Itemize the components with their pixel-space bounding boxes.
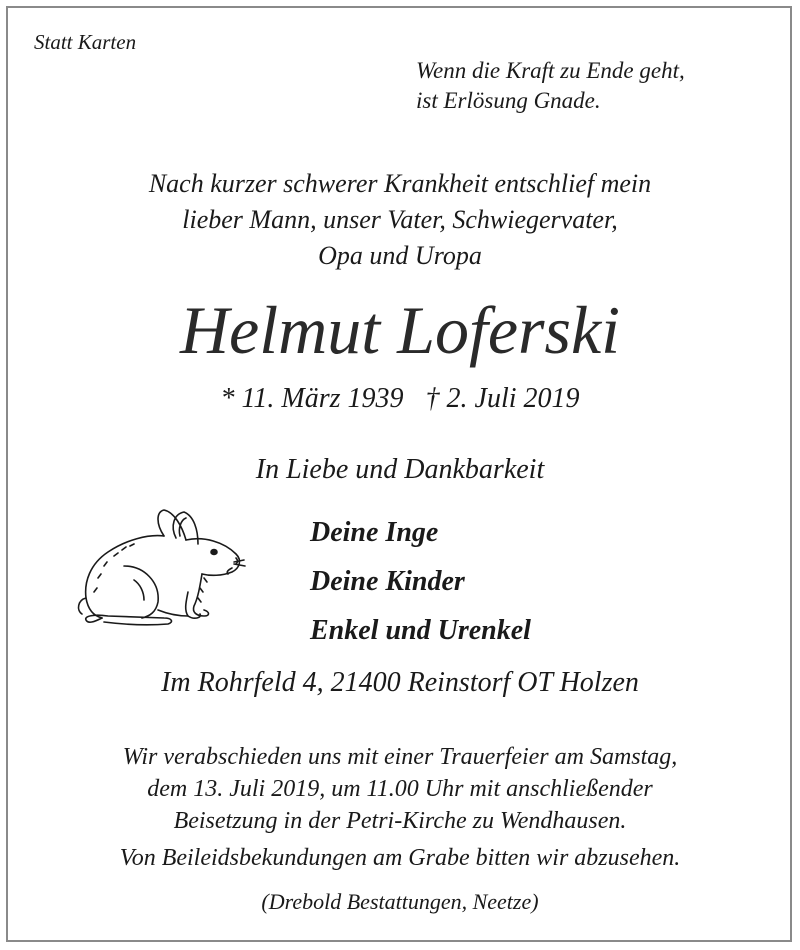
ceremony-line: Beisetzung in der Petri-Kirche zu Wendhausen. xyxy=(173,808,627,834)
birth-date: * 11. März 1939 xyxy=(220,383,404,414)
undertaker: (Drebold Bestattungen, Neetze) xyxy=(261,889,539,914)
condolence-note: Von Beileidsbekundungen am Grabe bitten wir abzusehen. xyxy=(119,845,681,871)
life-dates xyxy=(0,381,800,417)
motto-line: Wenn die Kraft zu Ende geht, xyxy=(416,58,685,83)
death-date: † 2. Juli 2019 xyxy=(425,383,580,414)
intro-line: Opa und Uropa xyxy=(318,241,482,270)
ceremony-line: Wir verabschieden uns mit einer Trauerfeier am Samstag, xyxy=(122,744,678,770)
motto-line: ist Erlösung Gnade. xyxy=(416,88,601,113)
motto xyxy=(416,56,685,116)
statt-karten: Statt Karten xyxy=(34,30,137,54)
intro-line: Nach kurzer schwerer Krankheit entschlief mein xyxy=(148,169,652,198)
family-member: Enkel und Urenkel xyxy=(310,615,531,646)
family-member: Deine Kinder xyxy=(310,566,465,597)
rabbit-icon xyxy=(64,506,246,630)
family-member: Deine Inge xyxy=(310,517,439,548)
ceremony-line: dem 13. Juli 2019, um 11.00 Uhr mit anschließender xyxy=(147,776,653,802)
farewell-text: In Liebe und Dankbarkeit xyxy=(255,454,545,485)
address: Im Rohrfeld 4, 21400 Reinstorf OT Holzen xyxy=(161,667,639,698)
ceremony-text xyxy=(0,741,800,837)
family-signatures xyxy=(310,508,531,655)
intro-line: lieber Mann, unser Vater, Schwiegervater, xyxy=(182,205,618,234)
intro-text xyxy=(0,166,800,274)
deceased-name: Helmut Loferski xyxy=(179,292,621,368)
